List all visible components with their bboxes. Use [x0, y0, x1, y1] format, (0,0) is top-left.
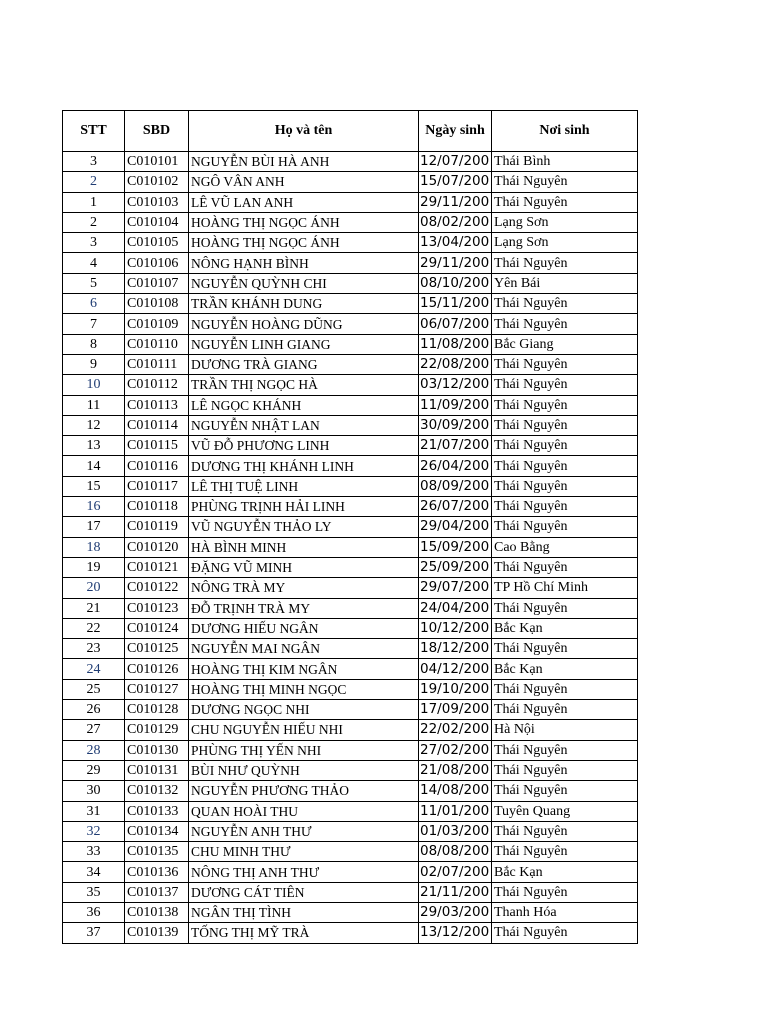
cell-name: LÊ THỊ TUỆ LINH [189, 476, 419, 496]
cell-sbd: C010113 [125, 395, 189, 415]
cell-stt: 22 [63, 618, 125, 638]
table-row [63, 659, 638, 679]
cell-sbd: C010101 [125, 152, 189, 172]
table-row [63, 517, 638, 537]
cell-sbd: C010139 [125, 923, 189, 943]
cell-place: Thái Nguyên [492, 294, 638, 314]
cell-dob: 24/04/200 [419, 598, 492, 618]
cell-stt: 13 [63, 436, 125, 456]
table-row [63, 415, 638, 435]
cell-name: ĐẶNG VŨ MINH [189, 557, 419, 577]
cell-place: Bắc Giang [492, 334, 638, 354]
cell-name: DƯƠNG NGỌC NHI [189, 700, 419, 720]
cell-name: NGUYỄN HOÀNG DŨNG [189, 314, 419, 334]
cell-place: Thái Bình [492, 152, 638, 172]
table-row [63, 375, 638, 395]
cell-sbd: C010128 [125, 700, 189, 720]
cell-sbd: C010112 [125, 375, 189, 395]
cell-stt: 23 [63, 639, 125, 659]
cell-stt: 36 [63, 902, 125, 922]
cell-place: Thái Nguyên [492, 253, 638, 273]
cell-stt: 26 [63, 700, 125, 720]
cell-stt: 6 [63, 294, 125, 314]
header-stt: STT [63, 111, 125, 152]
cell-name: PHÙNG TRỊNH HẢI LINH [189, 497, 419, 517]
cell-sbd: C010121 [125, 557, 189, 577]
cell-dob: 08/09/200 [419, 476, 492, 496]
cell-stt: 19 [63, 557, 125, 577]
cell-stt: 30 [63, 781, 125, 801]
cell-sbd: C010124 [125, 618, 189, 638]
cell-name: HOÀNG THỊ NGỌC ÁNH [189, 233, 419, 253]
cell-sbd: C010105 [125, 233, 189, 253]
cell-stt: 31 [63, 801, 125, 821]
cell-place: Thái Nguyên [492, 639, 638, 659]
cell-place: Bắc Kạn [492, 659, 638, 679]
cell-sbd: C010135 [125, 842, 189, 862]
cell-place: Tuyên Quang [492, 801, 638, 821]
cell-place: Thái Nguyên [492, 740, 638, 760]
cell-sbd: C010110 [125, 334, 189, 354]
cell-stt: 9 [63, 354, 125, 374]
cell-name: NÔNG TRÀ MY [189, 578, 419, 598]
cell-stt: 21 [63, 598, 125, 618]
table-row [63, 923, 638, 943]
cell-place: Thái Nguyên [492, 395, 638, 415]
cell-name: DƯƠNG CÁT TIÊN [189, 882, 419, 902]
cell-dob: 15/09/200 [419, 537, 492, 557]
cell-name: HOÀNG THỊ MINH NGỌC [189, 679, 419, 699]
cell-stt: 12 [63, 415, 125, 435]
table-row [63, 760, 638, 780]
header-sbd: SBD [125, 111, 189, 152]
cell-name: NÔNG THỊ ANH THƯ [189, 862, 419, 882]
cell-stt: 34 [63, 862, 125, 882]
header-place: Nơi sinh [492, 111, 638, 152]
cell-name: HOÀNG THỊ NGỌC ÁNH [189, 212, 419, 232]
cell-place: Thái Nguyên [492, 314, 638, 334]
cell-place: Cao Bằng [492, 537, 638, 557]
table-row [63, 700, 638, 720]
cell-name: LÊ VŨ LAN ANH [189, 192, 419, 212]
cell-dob: 21/11/200 [419, 882, 492, 902]
cell-dob: 25/09/200 [419, 557, 492, 577]
cell-dob: 03/12/200 [419, 375, 492, 395]
cell-stt: 7 [63, 314, 125, 334]
table-row [63, 476, 638, 496]
cell-stt: 11 [63, 395, 125, 415]
cell-sbd: C010132 [125, 781, 189, 801]
cell-stt: 17 [63, 517, 125, 537]
cell-sbd: C010138 [125, 902, 189, 922]
table-row [63, 294, 638, 314]
cell-sbd: C010115 [125, 436, 189, 456]
cell-stt: 2 [63, 212, 125, 232]
cell-dob: 26/04/200 [419, 456, 492, 476]
cell-stt: 28 [63, 740, 125, 760]
table-row [63, 862, 638, 882]
cell-stt: 33 [63, 842, 125, 862]
cell-dob: 08/08/200 [419, 842, 492, 862]
table-row [63, 740, 638, 760]
cell-stt: 8 [63, 334, 125, 354]
table-row [63, 354, 638, 374]
cell-dob: 11/09/200 [419, 395, 492, 415]
cell-stt: 5 [63, 273, 125, 293]
cell-name: NGUYỄN LINH GIANG [189, 334, 419, 354]
cell-name: DƯƠNG TRÀ GIANG [189, 354, 419, 374]
cell-place: Thái Nguyên [492, 375, 638, 395]
header-dob: Ngày sinh [419, 111, 492, 152]
cell-dob: 26/07/200 [419, 497, 492, 517]
cell-stt: 10 [63, 375, 125, 395]
cell-dob: 11/01/200 [419, 801, 492, 821]
cell-name: BÙI NHƯ QUỲNH [189, 760, 419, 780]
cell-dob: 22/02/200 [419, 720, 492, 740]
cell-place: Thái Nguyên [492, 497, 638, 517]
table-row [63, 233, 638, 253]
table-row [63, 172, 638, 192]
cell-sbd: C010111 [125, 354, 189, 374]
cell-dob: 22/08/200 [419, 354, 492, 374]
table-row [63, 781, 638, 801]
cell-sbd: C010137 [125, 882, 189, 902]
cell-name: TRẦN KHÁNH DUNG [189, 294, 419, 314]
cell-dob: 29/11/200 [419, 192, 492, 212]
table-row [63, 537, 638, 557]
cell-stt: 16 [63, 497, 125, 517]
table-row [63, 679, 638, 699]
table-row [63, 842, 638, 862]
table-row [63, 314, 638, 334]
cell-dob: 13/04/200 [419, 233, 492, 253]
cell-name: NGUYỄN MAI NGÂN [189, 639, 419, 659]
table-row [63, 152, 638, 172]
cell-name: LÊ NGỌC KHÁNH [189, 395, 419, 415]
cell-name: CHU MINH THƯ [189, 842, 419, 862]
cell-dob: 01/03/200 [419, 821, 492, 841]
cell-stt: 3 [63, 233, 125, 253]
cell-dob: 29/11/200 [419, 253, 492, 273]
student-table [62, 110, 638, 944]
cell-place: Thái Nguyên [492, 923, 638, 943]
cell-place: Thái Nguyên [492, 598, 638, 618]
cell-name: PHÙNG THỊ YẾN NHI [189, 740, 419, 760]
cell-sbd: C010131 [125, 760, 189, 780]
cell-sbd: C010120 [125, 537, 189, 557]
table-body [63, 152, 638, 944]
cell-name: ĐỖ TRỊNH TRÀ MY [189, 598, 419, 618]
cell-name: TRẦN THỊ NGỌC HÀ [189, 375, 419, 395]
cell-sbd: C010133 [125, 801, 189, 821]
cell-stt: 35 [63, 882, 125, 902]
cell-place: Yên Bái [492, 273, 638, 293]
cell-sbd: C010136 [125, 862, 189, 882]
table-row [63, 902, 638, 922]
cell-place: Lạng Sơn [492, 233, 638, 253]
cell-name: DƯƠNG THỊ KHÁNH LINH [189, 456, 419, 476]
cell-sbd: C010114 [125, 415, 189, 435]
cell-stt: 1 [63, 192, 125, 212]
cell-sbd: C010116 [125, 456, 189, 476]
table-row [63, 618, 638, 638]
header-name: Họ và tên [189, 111, 419, 152]
cell-stt: 24 [63, 659, 125, 679]
cell-place: Thái Nguyên [492, 760, 638, 780]
cell-stt: 15 [63, 476, 125, 496]
cell-dob: 17/09/200 [419, 700, 492, 720]
cell-sbd: C010106 [125, 253, 189, 273]
cell-place: Bắc Kạn [492, 862, 638, 882]
cell-sbd: C010104 [125, 212, 189, 232]
cell-stt: 2 [63, 172, 125, 192]
cell-dob: 15/07/200 [419, 172, 492, 192]
cell-stt: 4 [63, 253, 125, 273]
table-row [63, 436, 638, 456]
table-row [63, 801, 638, 821]
cell-sbd: C010122 [125, 578, 189, 598]
cell-sbd: C010107 [125, 273, 189, 293]
cell-name: NGUYỄN PHƯƠNG THẢO [189, 781, 419, 801]
cell-place: Thái Nguyên [492, 436, 638, 456]
cell-dob: 29/07/200 [419, 578, 492, 598]
table-row [63, 273, 638, 293]
cell-sbd: C010126 [125, 659, 189, 679]
cell-dob: 18/12/200 [419, 639, 492, 659]
cell-name: NGUYỄN NHẬT LAN [189, 415, 419, 435]
cell-name: CHU NGUYỄN HIẾU NHI [189, 720, 419, 740]
table-row [63, 557, 638, 577]
cell-dob: 11/08/200 [419, 334, 492, 354]
cell-place: Bắc Kạn [492, 618, 638, 638]
cell-place: Thái Nguyên [492, 882, 638, 902]
cell-stt: 32 [63, 821, 125, 841]
cell-dob: 12/07/200 [419, 152, 492, 172]
cell-dob: 29/04/200 [419, 517, 492, 537]
cell-dob: 08/02/200 [419, 212, 492, 232]
cell-name: DƯƠNG HIẾU NGÂN [189, 618, 419, 638]
cell-place: Thái Nguyên [492, 557, 638, 577]
cell-stt: 25 [63, 679, 125, 699]
cell-dob: 27/02/200 [419, 740, 492, 760]
student-list-sheet [62, 110, 638, 944]
cell-dob: 04/12/200 [419, 659, 492, 679]
cell-stt: 37 [63, 923, 125, 943]
cell-stt: 20 [63, 578, 125, 598]
cell-place: Thái Nguyên [492, 415, 638, 435]
table-row [63, 639, 638, 659]
cell-dob: 30/09/200 [419, 415, 492, 435]
header-row [63, 111, 638, 152]
table-row [63, 212, 638, 232]
cell-name: NGÂN THỊ TÌNH [189, 902, 419, 922]
cell-place: Hà Nội [492, 720, 638, 740]
table-row [63, 253, 638, 273]
cell-sbd: C010125 [125, 639, 189, 659]
table-row [63, 456, 638, 476]
cell-stt: 14 [63, 456, 125, 476]
cell-dob: 29/03/200 [419, 902, 492, 922]
cell-place: Thái Nguyên [492, 192, 638, 212]
cell-place: Thái Nguyên [492, 679, 638, 699]
cell-stt: 3 [63, 152, 125, 172]
cell-sbd: C010134 [125, 821, 189, 841]
cell-name: NGUYỄN QUỲNH CHI [189, 273, 419, 293]
cell-name: VŨ NGUYỄN THẢO LY [189, 517, 419, 537]
table-row [63, 720, 638, 740]
cell-dob: 10/12/200 [419, 618, 492, 638]
table-row [63, 334, 638, 354]
cell-name: NGUYỄN ANH THƯ [189, 821, 419, 841]
table-row [63, 395, 638, 415]
cell-name: HOÀNG THỊ KIM NGÂN [189, 659, 419, 679]
cell-sbd: C010119 [125, 517, 189, 537]
cell-place: Thanh Hóa [492, 902, 638, 922]
cell-dob: 13/12/200 [419, 923, 492, 943]
cell-place: TP Hồ Chí Minh [492, 578, 638, 598]
table-row [63, 578, 638, 598]
cell-name: HÀ BÌNH MINH [189, 537, 419, 557]
table-row [63, 821, 638, 841]
cell-place: Thái Nguyên [492, 842, 638, 862]
cell-sbd: C010102 [125, 172, 189, 192]
cell-stt: 29 [63, 760, 125, 780]
cell-name: TỐNG THỊ MỸ TRÀ [189, 923, 419, 943]
cell-dob: 08/10/200 [419, 273, 492, 293]
cell-name: NÔNG HẠNH BÌNH [189, 253, 419, 273]
cell-place: Lạng Sơn [492, 212, 638, 232]
cell-dob: 21/08/200 [419, 760, 492, 780]
cell-sbd: C010109 [125, 314, 189, 334]
cell-dob: 02/07/200 [419, 862, 492, 882]
cell-sbd: C010123 [125, 598, 189, 618]
cell-name: VŨ ĐỖ PHƯƠNG LINH [189, 436, 419, 456]
cell-sbd: C010129 [125, 720, 189, 740]
cell-dob: 19/10/200 [419, 679, 492, 699]
table-row [63, 192, 638, 212]
table-row [63, 497, 638, 517]
cell-place: Thái Nguyên [492, 517, 638, 537]
cell-stt: 18 [63, 537, 125, 557]
cell-place: Thái Nguyên [492, 172, 638, 192]
cell-sbd: C010108 [125, 294, 189, 314]
cell-sbd: C010103 [125, 192, 189, 212]
cell-name: QUAN HOÀI THU [189, 801, 419, 821]
cell-place: Thái Nguyên [492, 700, 638, 720]
cell-sbd: C010117 [125, 476, 189, 496]
table-row [63, 598, 638, 618]
cell-sbd: C010130 [125, 740, 189, 760]
cell-sbd: C010118 [125, 497, 189, 517]
cell-stt: 27 [63, 720, 125, 740]
cell-sbd: C010127 [125, 679, 189, 699]
cell-dob: 06/07/200 [419, 314, 492, 334]
cell-dob: 14/08/200 [419, 781, 492, 801]
cell-place: Thái Nguyên [492, 456, 638, 476]
cell-dob: 15/11/200 [419, 294, 492, 314]
cell-name: NGÔ VÂN ANH [189, 172, 419, 192]
cell-place: Thái Nguyên [492, 821, 638, 841]
cell-place: Thái Nguyên [492, 354, 638, 374]
cell-name: NGUYỄN BÙI HÀ ANH [189, 152, 419, 172]
table-row [63, 882, 638, 902]
cell-dob: 21/07/200 [419, 436, 492, 456]
cell-place: Thái Nguyên [492, 476, 638, 496]
cell-place: Thái Nguyên [492, 781, 638, 801]
